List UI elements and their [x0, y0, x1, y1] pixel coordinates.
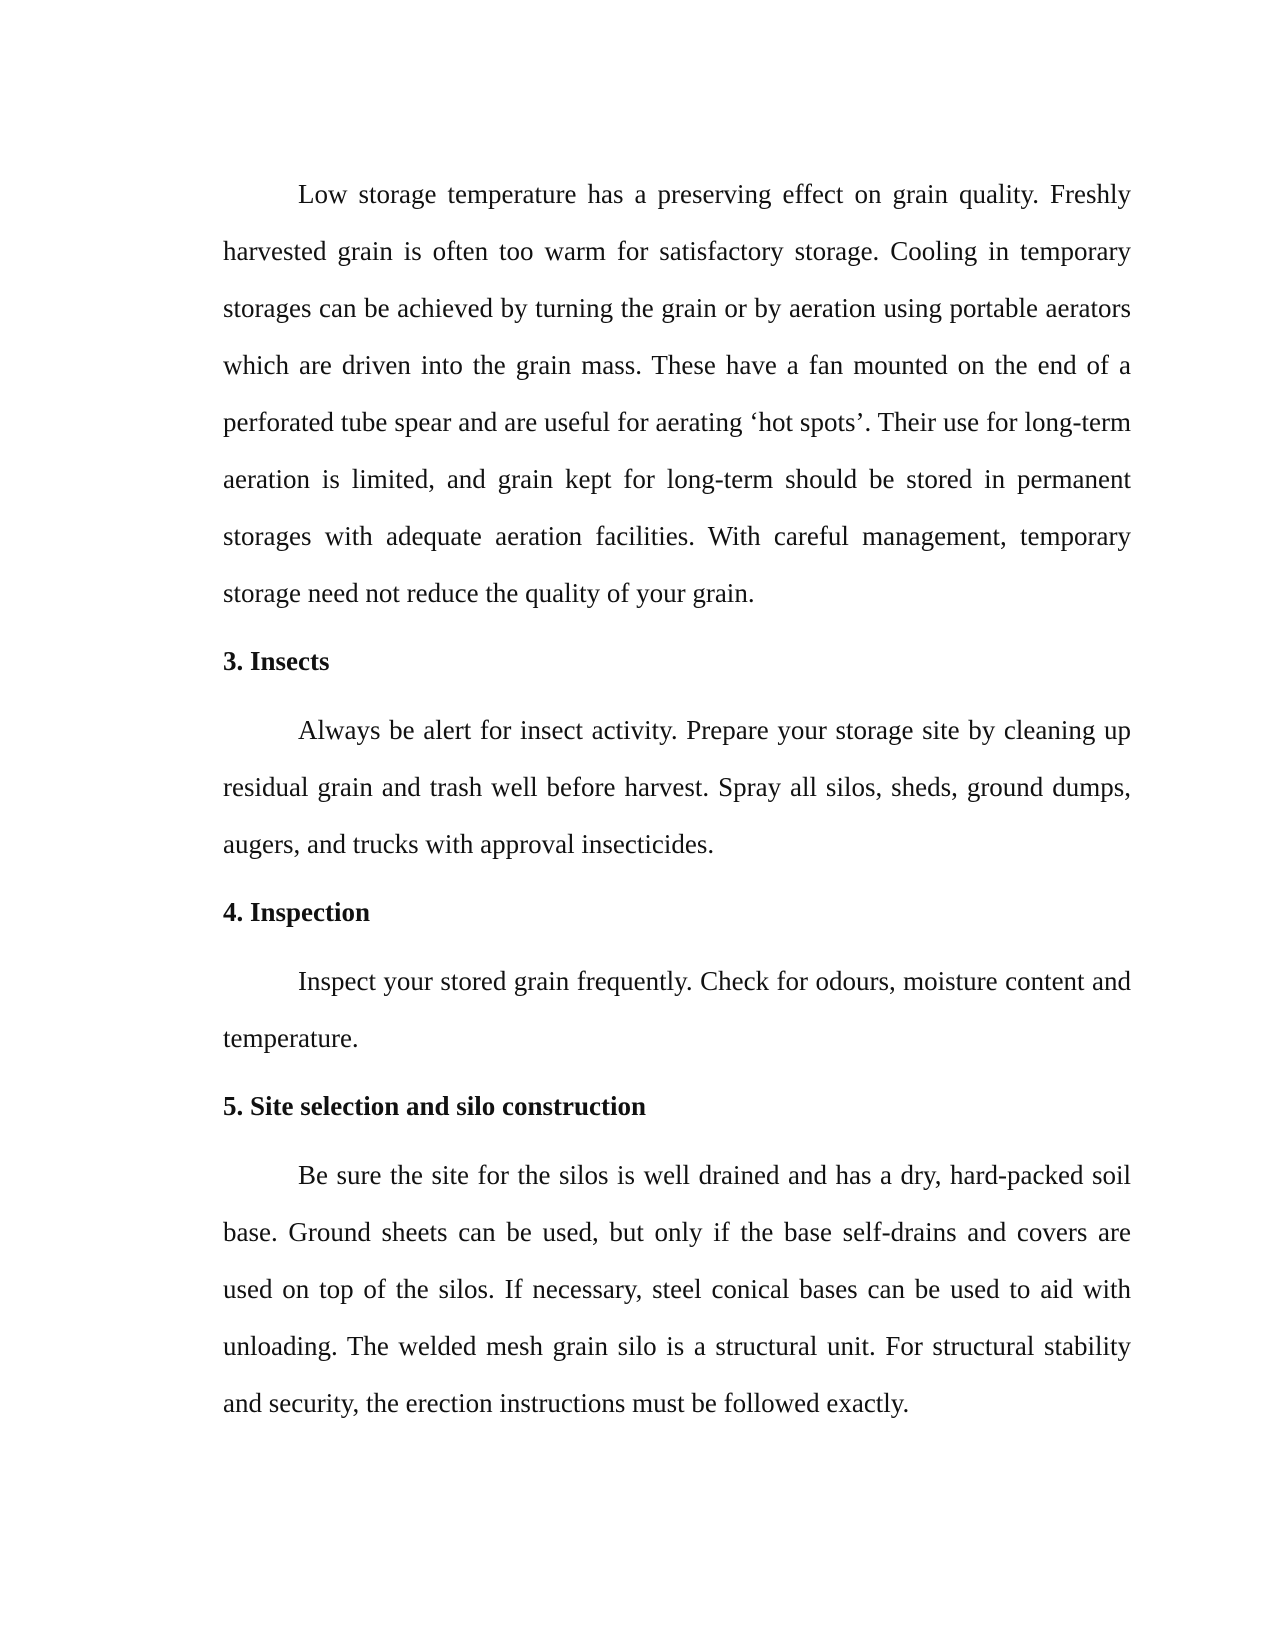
section-body-site-selection: Be sure the site for the silos is well drained and has a dry, hard-packed soil base. Ground sheets can be used, but only if the base self-drains and covers are used on top of the silos. If necessary, steel conical bases can be used to aid with unloading. The welded mesh grain silo is a structural unit. For structural stability and security, the erection instructions must be followed exactly. [223, 1160, 1131, 1418]
section-inspection [223, 873, 1131, 1067]
section-heading-inspection: 4. Inspection [223, 897, 371, 927]
section-heading-insects: 3. Insects [223, 646, 330, 676]
document-body [223, 166, 1131, 1432]
section-body-inspection: Inspect your stored grain frequently. Check for odours, moisture content and temperature. [223, 966, 1131, 1053]
section-body-insects: Always be alert for insect activity. Prepare your storage site by cleaning up residual grain and trash well before harvest. Spray all silos, sheds, ground dumps, augers, and trucks with approval insecticides. [223, 715, 1131, 859]
section-site-selection [223, 1067, 1131, 1432]
intro-paragraph: Low storage temperature has a preserving effect on grain quality. Freshly harvested grain is often too warm for satisfactory storage. Cooling in temporary storages can be achieved by turning the grain or by aeration using portable aerators which are driven into the grain mass. These have a fan mounted on the end of a perforated tube spear and are useful for aerating ‘hot spots’. Their use for long-term aeration is limited, and grain kept for long-term should be stored in permanent storages with adequate aeration facilities. With careful management, temporary storage need not reduce the quality of your grain. [223, 179, 1131, 608]
section-insects [223, 622, 1131, 873]
section-heading-site-selection: 5. Site selection and silo construction [223, 1091, 646, 1121]
